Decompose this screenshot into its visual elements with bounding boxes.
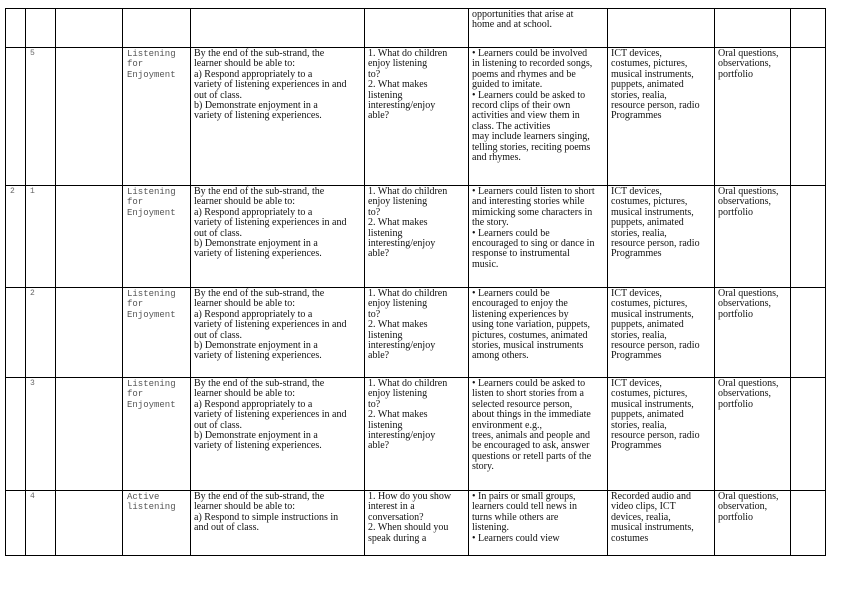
learning-experiences-cell: • In pairs or small groups, learners could tell news in turns while others are listening. • Learners could view	[469, 491, 608, 556]
strand-cell	[56, 9, 123, 48]
sub-strand-cell	[123, 9, 191, 48]
resources-cell: ICT devices, costumes, pictures, musical instruments, puppets, animated stories, realia, resource person, radio Programmes	[608, 186, 715, 288]
inquiry-questions-cell: 1. What do children enjoy listening to? 2. What makes listening interesting/enjoy able?	[365, 48, 469, 186]
inquiry-questions-cell: 1. What do children enjoy listening to? 2. What makes listening interesting/enjoy able?	[365, 186, 469, 288]
sub-strand-cell: Listening for Enjoyment	[123, 186, 191, 288]
remarks-cell	[791, 378, 826, 491]
lesson-cell: 1	[26, 186, 56, 288]
remarks-cell	[791, 9, 826, 48]
assessment-cell: Oral questions, observations, portfolio	[715, 48, 791, 186]
table-row	[6, 491, 826, 556]
learning-outcomes-cell: By the end of the sub-strand, the learner should be able to: a) Respond appropriately to a variety of listening experiences in and out of class. b) Demonstrate enjoyment in a variety of listening experiences.	[191, 186, 365, 288]
assessment-cell: Oral questions, observations, portfolio	[715, 288, 791, 378]
inquiry-questions-cell: 1. How do you show interest in a conversation? 2. When should you speak during a	[365, 491, 469, 556]
learning-outcomes-cell: By the end of the sub-strand, the learner should be able to: a) Respond to simple instructions in and out of class.	[191, 491, 365, 556]
sub-strand-cell: Listening for Enjoyment	[123, 48, 191, 186]
strand-cell	[56, 378, 123, 491]
strand-cell	[56, 491, 123, 556]
lesson-cell: 3	[26, 378, 56, 491]
learning-outcomes-cell	[191, 9, 365, 48]
strand-cell	[56, 288, 123, 378]
week-cell	[6, 491, 26, 556]
learning-outcomes-cell: By the end of the sub-strand, the learner should be able to: a) Respond appropriately to a variety of listening experiences in and out of class. b) Demonstrate enjoyment in a variety of listening experiences.	[191, 378, 365, 491]
inquiry-questions-cell: 1. What do children enjoy listening to? 2. What makes listening interesting/enjoy able?	[365, 378, 469, 491]
resources-cell: ICT devices, costumes, pictures, musical instruments, puppets, animated stories, realia, resource person, radio Programmes	[608, 378, 715, 491]
lesson-cell: 5	[26, 48, 56, 186]
week-cell: 2	[6, 186, 26, 288]
lesson-cell: 4	[26, 491, 56, 556]
week-cell	[6, 288, 26, 378]
remarks-cell	[791, 288, 826, 378]
assessment-cell: Oral questions, observation, portfolio	[715, 491, 791, 556]
table-row	[6, 48, 826, 186]
resources-cell: Recorded audio and video clips, ICT devices, realia, musical instruments, costumes	[608, 491, 715, 556]
strand-cell	[56, 186, 123, 288]
table-row	[6, 378, 826, 491]
resources-cell	[608, 9, 715, 48]
remarks-cell	[791, 491, 826, 556]
inquiry-questions-cell: 1. What do children enjoy listening to? 2. What makes listening interesting/enjoy able?	[365, 288, 469, 378]
learning-experiences-cell: • Learners could be involved in listening to recorded songs, poems and rhymes and be guided to imitate. • Learners could be asked to record clips of their own activities and view them in class. The activities may include learners singing, telling stories, reciting poems and rhymes.	[469, 48, 608, 186]
learning-experiences-cell: • Learners could be encouraged to enjoy the listening experiences by using tone variation, puppets, pictures, costumes, animated stories, musical instruments among others.	[469, 288, 608, 378]
learning-experiences-cell: • Learners could listen to short and interesting stories while mimicking some characters in the story. • Learners could be encouraged to sing or dance in response to instrumental music.	[469, 186, 608, 288]
week-cell	[6, 48, 26, 186]
learning-outcomes-cell: By the end of the sub-strand, the learner should be able to: a) Respond appropriately to a variety of listening experiences in and out of class. b) Demonstrate enjoyment in a variety of listening experiences.	[191, 48, 365, 186]
scheme-of-work-table	[5, 8, 826, 556]
table-row	[6, 186, 826, 288]
sub-strand-cell: Listening for Enjoyment	[123, 378, 191, 491]
resources-cell: ICT devices, costumes, pictures, musical instruments, puppets, animated stories, realia, resource person, radio Programmes	[608, 48, 715, 186]
week-cell	[6, 378, 26, 491]
remarks-cell	[791, 48, 826, 186]
table-row	[6, 9, 826, 48]
sub-strand-cell: Listening for Enjoyment	[123, 288, 191, 378]
table-row	[6, 288, 826, 378]
resources-cell: ICT devices, costumes, pictures, musical instruments, puppets, animated stories, realia, resource person, radio Programmes	[608, 288, 715, 378]
week-cell	[6, 9, 26, 48]
learning-experiences-cell: opportunities that arise at home and at school.	[469, 9, 608, 48]
assessment-cell	[715, 9, 791, 48]
lesson-cell: 2	[26, 288, 56, 378]
inquiry-questions-cell	[365, 9, 469, 48]
lesson-cell	[26, 9, 56, 48]
sub-strand-cell: Active listening	[123, 491, 191, 556]
assessment-cell: Oral questions, observations, portfolio	[715, 378, 791, 491]
learning-experiences-cell: • Learners could be asked to listen to short stories from a selected resource person, about things in the immediate environment e.g., trees, animals and people and be encouraged to ask, answer questions or retell parts of the story.	[469, 378, 608, 491]
learning-outcomes-cell: By the end of the sub-strand, the learner should be able to: a) Respond appropriately to a variety of listening experiences in and out of class. b) Demonstrate enjoyment in a variety of listening experiences.	[191, 288, 365, 378]
strand-cell	[56, 48, 123, 186]
remarks-cell	[791, 186, 826, 288]
assessment-cell: Oral questions, observations, portfolio	[715, 186, 791, 288]
